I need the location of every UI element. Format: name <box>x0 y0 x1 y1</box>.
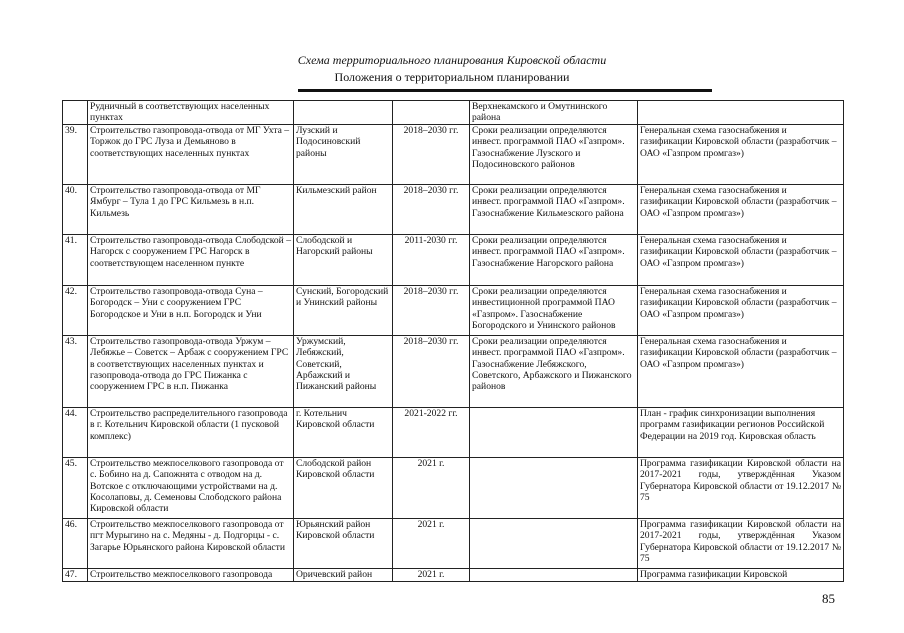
period: 2018–2030 гг. <box>393 124 470 184</box>
row-number: 42. <box>63 285 88 335</box>
basis-document: Генеральная схема газоснабжения и газификации Кировской области (разработчик – ОАО «Газпром промгаз») <box>638 335 844 407</box>
location: Кильмезский район <box>294 184 393 234</box>
object-name: Строительство межпоселкового газопровода <box>88 568 294 581</box>
table-row <box>63 518 844 568</box>
period: 2021 г. <box>393 457 470 518</box>
implementation-terms: Сроки реализации определяются инвест. программой ПАО «Газпром». Газоснабжение Кильмезского района <box>470 184 638 234</box>
table-row <box>63 407 844 457</box>
location: г. Котельнич Кировской области <box>294 407 393 457</box>
period <box>393 101 470 125</box>
location: Слободской и Нагорский районы <box>294 234 393 285</box>
row-number: 44. <box>63 407 88 457</box>
table-row <box>63 184 844 234</box>
implementation-terms: Сроки реализации определяются инвест. программой ПАО «Газпром». Газоснабжение Лебяжского, Советского, Арбажского и Пижанского районов <box>470 335 638 407</box>
object-name: Строительство межпоселкового газопровода от с. Бобино на д. Сапожнята с отводом на д. Вотское с отключающими устройствами на д. Косолаповы, д. Семеновы Слободского района Кировской области <box>88 457 294 518</box>
basis-document: Программа газификации Кировской области на 2017-2021 годы, утверждённая Указом Губернатора Кировской области от 19.12.2017 № 75 <box>638 457 844 518</box>
basis-document: Генеральная схема газоснабжения и газификации Кировской области (разработчик – ОАО «Газпром промгаз») <box>638 124 844 184</box>
row-number: 39. <box>63 124 88 184</box>
row-number: 45. <box>63 457 88 518</box>
location <box>294 101 393 125</box>
location: Оричевский район <box>294 568 393 581</box>
implementation-terms: Сроки реализации определяются инвест. программой ПАО «Газпром». Газоснабжение Нагорского района <box>470 234 638 285</box>
period: 2021 г. <box>393 518 470 568</box>
table-row <box>63 335 844 407</box>
period: 2018–2030 гг. <box>393 335 470 407</box>
table-row <box>63 101 844 125</box>
implementation-terms: Верхнекамского и Омутнинского района <box>470 101 638 125</box>
object-name: Строительство газопровода-отвода от МГ Ямбург – Тула 1 до ГРС Кильмезь в н.п. Кильмезь <box>88 184 294 234</box>
planning-table <box>62 100 844 582</box>
implementation-terms: Сроки реализации определяются инвест. программой ПАО «Газпром». Газоснабжение Лузского и Подосиновского районов <box>470 124 638 184</box>
page-number: 85 <box>822 591 835 606</box>
period: 2018–2030 гг. <box>393 184 470 234</box>
object-name: Строительство межпоселкового газопровода от пгт Мурыгино на с. Медяны - д. Подгорцы - с. Загарье Юрьянского района Кировской области <box>88 518 294 568</box>
basis-document: План - график синхронизации выполнения программ газификации регионов Российской Федерации на 2019 год. Кировская область <box>638 407 844 457</box>
period: 2021-2022 гг. <box>393 407 470 457</box>
basis-document: Генеральная схема газоснабжения и газификации Кировской области (разработчик – ОАО «Газпром промгаз») <box>638 234 844 285</box>
period: 2011-2030 гг. <box>393 234 470 285</box>
object-name: Строительство распределительного газопровода в г. Котельнич Кировской области (1 пусковой комплекс) <box>88 407 294 457</box>
row-number: 47. <box>63 568 88 581</box>
table-row <box>63 457 844 518</box>
row-number: 40. <box>63 184 88 234</box>
row-number: 46. <box>63 518 88 568</box>
row-number: 41. <box>63 234 88 285</box>
implementation-terms <box>470 568 638 581</box>
row-number: 43. <box>63 335 88 407</box>
location: Сунский, Богородский и Унинский районы <box>294 285 393 335</box>
object-name: Строительство газопровода-отвода Уржум – Лебяжье – Советск – Арбаж с сооружением ГРС в соответствующих населенных пунктах и газопровода-отвода до ГРС Пижанка с сооружением ГРС в н.п. Пижанка <box>88 335 294 407</box>
implementation-terms <box>470 518 638 568</box>
object-name: Рудничный в соответствующих населенных пунктах <box>88 101 294 125</box>
basis-document: Генеральная схема газоснабжения и газификации Кировской области (разработчик – ОАО «Газпром промгаз») <box>638 184 844 234</box>
table-row <box>63 568 844 581</box>
object-name: Строительство газопровода-отвода Суна – Богородск – Уни с сооружением ГРС Богородское и Уни в н.п. Богородск и Уни <box>88 285 294 335</box>
object-name: Строительство газопровода-отвода Слободской – Нагорск с сооружением ГРС Нагорск в соответствующем населенном пункте <box>88 234 294 285</box>
table-row <box>63 285 844 335</box>
period: 2018–2030 гг. <box>393 285 470 335</box>
header-rule <box>298 89 712 92</box>
implementation-terms <box>470 457 638 518</box>
row-number <box>63 101 88 125</box>
table-row <box>63 124 844 184</box>
period: 2021 г. <box>393 568 470 581</box>
location: Уржумский, Лебяжский, Советский, Арбажский и Пижанский районы <box>294 335 393 407</box>
basis-document: Программа газификации Кировской <box>638 568 844 581</box>
basis-document <box>638 101 844 125</box>
document-title: Схема территориального планирования Кировской области <box>297 53 607 67</box>
basis-document: Программа газификации Кировской области на 2017-2021 годы, утверждённая Указом Губернатора Кировской области от 19.12.2017 № 75 <box>638 518 844 568</box>
document-subtitle: Положения о территориальном планировании <box>334 70 570 84</box>
implementation-terms: Сроки реализации определяются инвестиционной программой ПАО «Газпром». Газоснабжение Богородского и Унинского районов <box>470 285 638 335</box>
location: Юрьянский район Кировской области <box>294 518 393 568</box>
table-row <box>63 234 844 285</box>
implementation-terms <box>470 407 638 457</box>
location: Лузский и Подосиновский районы <box>294 124 393 184</box>
object-name: Строительство газопровода-отвода от МГ Ухта – Торжок до ГРС Луза и Демьяново в соответствующих населенных пунктах <box>88 124 294 184</box>
basis-document: Генеральная схема газоснабжения и газификации Кировской области (разработчик – ОАО «Газпром промгаз») <box>638 285 844 335</box>
location: Слободской район Кировской области <box>294 457 393 518</box>
